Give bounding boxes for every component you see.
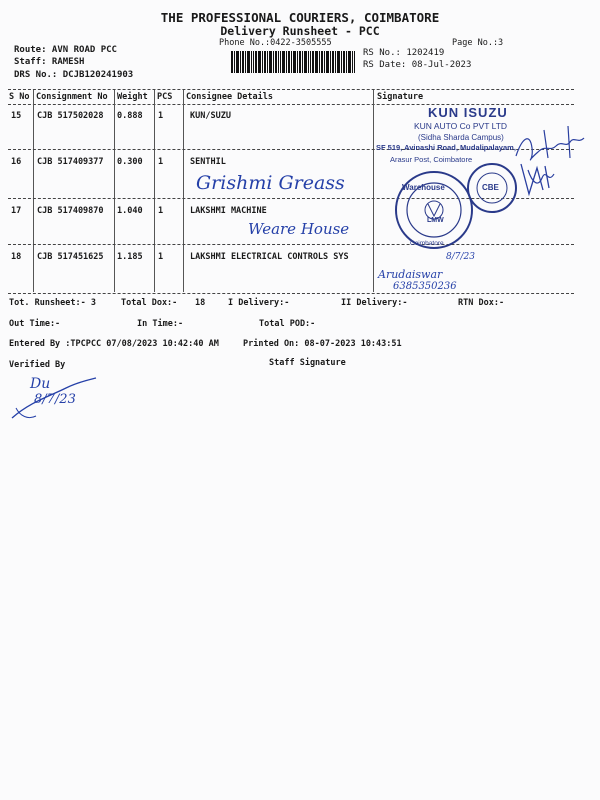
ii-delivery: II Delivery:-: [341, 298, 408, 308]
verified-initial: Du: [30, 376, 51, 392]
total-pod: Total POD:-: [259, 319, 316, 329]
row-sno: 16: [11, 157, 22, 167]
row-consignment: CJB 517409377: [37, 157, 104, 167]
staff: Staff: RAMESH: [14, 57, 85, 67]
verified-date: 8/7/23: [34, 392, 76, 407]
handwritten-receiver-row17: Weare House: [248, 220, 350, 238]
col-header-pcs: PCS: [157, 92, 173, 102]
row-consignment: CJB 517409870: [37, 206, 104, 216]
staff-signature: Staff Signature: [269, 358, 346, 368]
col-header-weight: Weight: [117, 92, 148, 102]
col-separator: [373, 90, 374, 292]
row-pcs: 1: [158, 111, 164, 121]
col-header-consignment: Consignment No: [36, 92, 108, 102]
col-separator: [33, 90, 34, 292]
entered-by: Entered By :TPCPCC 07/08/2023 10:42:40 AM: [9, 339, 219, 349]
stamp-text: CBE: [482, 183, 499, 192]
row-weight: 0.300: [117, 157, 143, 167]
rs-date: RS Date: 08-Jul-2023: [363, 60, 472, 70]
row-weight: 1.040: [117, 206, 143, 216]
col-separator: [114, 90, 115, 292]
row-pcs: 1: [158, 157, 164, 167]
verified-by: Verified By: [9, 360, 66, 370]
col-separator: [183, 90, 184, 292]
row-weight: 0.888: [117, 111, 143, 121]
col-header-signature: Signature: [377, 92, 424, 102]
drs-number: DRS No.: DCJB120241903: [14, 70, 134, 80]
col-header-sno: S No: [9, 92, 30, 102]
row-sno: 17: [11, 206, 22, 216]
table-bottom-rule: [8, 293, 574, 294]
stamp-text: KUN AUTO Co PVT LTD: [414, 121, 508, 131]
row-consignee: KUN/SUZU: [190, 111, 231, 121]
stamp-text: (Sidha Sharda Campus): [418, 133, 504, 142]
stamp-text: Warehouse: [402, 183, 445, 192]
row-pcs: 1: [158, 206, 164, 216]
col-header-consignee: Consignee Details: [186, 92, 273, 102]
row-consignment: CJB 517451625: [37, 252, 104, 262]
row-sno: 18: [11, 252, 22, 262]
company-name: THE PROFESSIONAL COURIERS, COIMBATORE: [160, 10, 440, 25]
printed-on: Printed On: 08-07-2023 10:43:51: [243, 339, 402, 349]
page-number: Page No.:3: [452, 38, 504, 48]
stamp-text: Coimbatore: [410, 240, 444, 247]
total-runsheet: Tot. Runsheet:- 3: [9, 298, 96, 308]
handwritten-phone-row18: 6385350236: [393, 281, 457, 292]
i-delivery: I Delivery:-: [228, 298, 290, 308]
in-time: In Time:-: [137, 319, 184, 329]
row-weight: 1.185: [117, 252, 143, 262]
document-title: Delivery Runsheet - PCC: [220, 24, 380, 38]
row-consignee: SENTHIL: [190, 157, 226, 167]
row-pcs: 1: [158, 252, 164, 262]
stamp-text: KUN ISUZU: [428, 105, 508, 120]
col-separator: [154, 90, 155, 292]
barcode: [231, 51, 355, 73]
verified-signature-scribble: [10, 372, 100, 424]
stamp-text: SF 519, Avinashi Road, Mudalipalayam,: [376, 143, 516, 152]
table-top-rule: [8, 89, 574, 90]
total-dox-value: 18: [195, 298, 206, 308]
row-sno: 15: [11, 111, 22, 121]
out-time: Out Time:-: [9, 319, 61, 329]
rs-number: RS No.: 1202419: [363, 48, 445, 58]
phone-number: Phone No.:0422-3505555: [219, 38, 332, 48]
row-consignment: CJB 517502028: [37, 111, 104, 121]
initials-scribble: [515, 160, 555, 200]
handwritten-receiver-row16: Grishmi Greass: [196, 172, 345, 194]
route: Route: AVN ROAD PCC: [14, 45, 117, 55]
handwritten-date-row18: 8/7/23: [446, 252, 475, 262]
stamp-text: Arasur Post, Coimbatore: [390, 155, 473, 164]
total-dox-label: Total Dox:-: [121, 298, 178, 308]
stamp-text: LMW: [427, 217, 444, 224]
handwritten-receiver-row18: Arudaiswar: [378, 268, 443, 281]
rtn-dox: RTN Dox:-: [458, 298, 505, 308]
row-consignee: LAKSHMI MACHINE: [190, 206, 267, 216]
row-consignee: LAKSHMI ELECTRICAL CONTROLS SYS: [190, 252, 349, 262]
